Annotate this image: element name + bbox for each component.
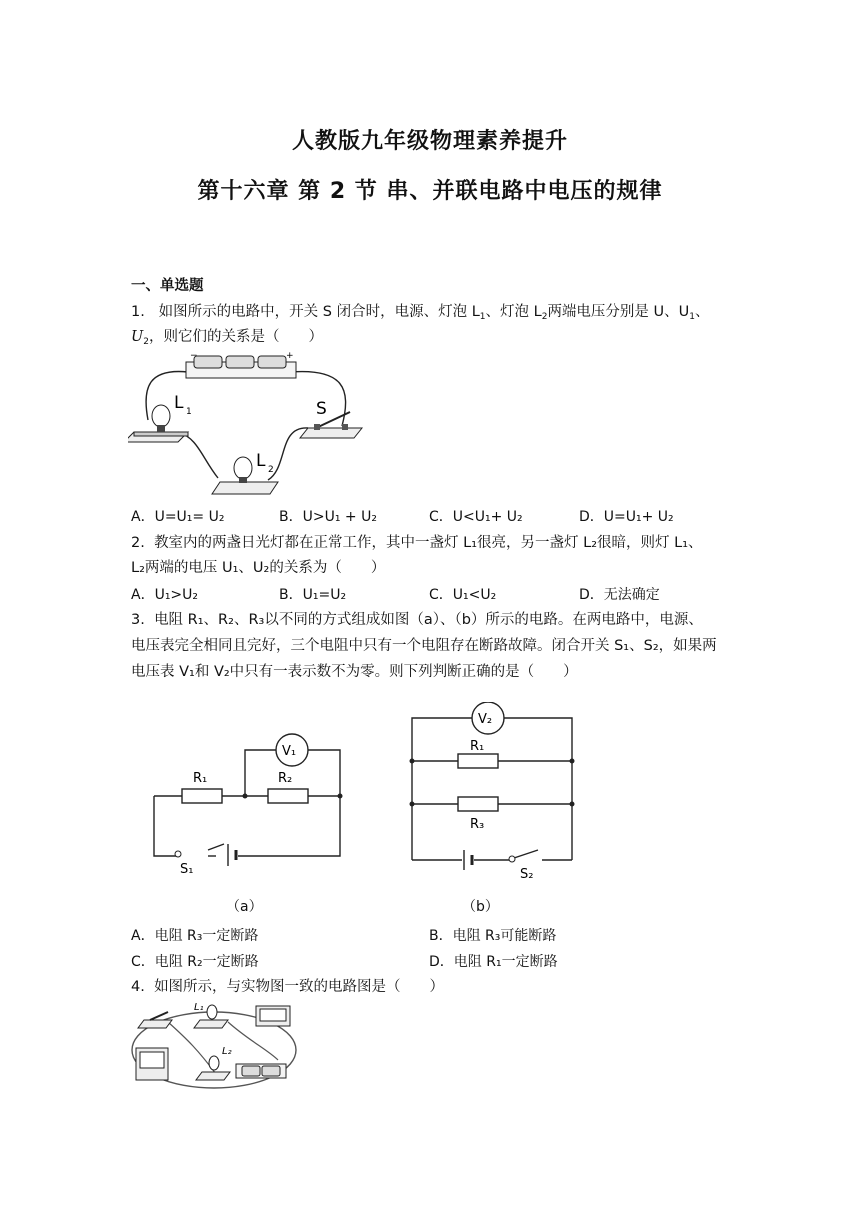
q1-option-d[interactable]: D．U=U₁+ U₂ — [579, 509, 674, 525]
fig-b-s2-label: S₂ — [520, 867, 534, 882]
q1-text-d: 、 — [695, 304, 710, 320]
q4-bulb-l1-icon — [207, 1005, 217, 1019]
l1-sub: 1 — [186, 407, 192, 417]
q4-l2-label: L₂ — [222, 1046, 232, 1057]
q1-text-b: 、灯泡 L — [485, 304, 542, 320]
q2-option-c[interactable]: C．U₁<U₂ — [429, 587, 497, 603]
q3-line3: 电压表 V₁和 V₂中只有一表示数不为零。则下列判断正确的是（ ） — [131, 664, 578, 680]
battery-plus-label: + — [286, 351, 294, 361]
q2-line1 — [131, 533, 703, 553]
q3-circuit-b — [404, 702, 580, 882]
q3-line1 — [131, 610, 703, 630]
fig-a-s1-label: S₁ — [180, 862, 194, 877]
fig-a-r2-label: R₂ — [278, 771, 293, 786]
q3-fig-b-caption: （b） — [462, 899, 499, 915]
q3-option-d[interactable]: D．电阻 R₁一定断路 — [429, 954, 558, 970]
r1-resistor-icon — [182, 789, 222, 803]
q3-fig-a-caption: （a） — [226, 899, 263, 915]
bulb-icon — [152, 405, 170, 427]
q3-option-c[interactable]: C．电阻 R₂一定断路 — [131, 954, 259, 970]
l2-sub: 2 — [268, 465, 274, 475]
page-subtitle: 第十六章 第 2 节 串、并联电路中电压的规律 — [197, 179, 663, 204]
q1-option-b[interactable]: B．U>U₁ + U₂ — [279, 509, 377, 525]
fig-b-r1-label: R₁ — [470, 739, 485, 754]
l1-label: L — [174, 393, 184, 413]
q4-bulb-l2-icon — [209, 1056, 219, 1070]
section-heading: 一、单选题 — [131, 278, 204, 294]
q4-circuit-figure — [128, 1000, 300, 1092]
battery-minus-label: − — [190, 351, 198, 361]
r2-resistor-icon — [268, 789, 308, 803]
bulb-icon-2 — [234, 457, 252, 479]
q4-switch-icon — [138, 1020, 172, 1028]
q2-option-d[interactable]: D．无法确定 — [579, 587, 660, 603]
q2-option-b[interactable]: B．U₁=U₂ — [279, 587, 347, 603]
q1-text-u: U — [131, 329, 144, 345]
switch-label: S — [316, 399, 327, 419]
q3-text-1: 电阻 R₁、R₂、R₃以不同的方式组成如图（a）、（b）所示的电路。在两电路中，电源、 — [154, 612, 703, 628]
b-r1-resistor-icon — [458, 754, 498, 768]
fig-a-r1-label: R₁ — [193, 771, 208, 786]
fig-b-v2-label: V₂ — [478, 712, 493, 727]
q1-line2: $U_2$，则它们的关系是（ ） — [131, 329, 323, 347]
q2-line2: L₂两端的电压 U₁、U₂的关系为（ ） — [131, 560, 386, 576]
s1-switch-icon — [175, 851, 181, 857]
q1-option-c[interactable]: C．U<U₁+ U₂ — [429, 509, 523, 525]
q1-text-e: ，则它们的关系是（ ） — [148, 329, 323, 345]
page-title: 人教版九年级物理素养提升 — [291, 129, 568, 154]
q1-text-c: 两端电压分别是 U、U — [547, 304, 690, 320]
q3-option-a[interactable]: A．电阻 R₃一定断路 — [131, 928, 259, 944]
q2-number: 2. — [131, 535, 145, 551]
fig-b-r3-label: R₃ — [470, 817, 485, 832]
r3-resistor-icon — [458, 797, 498, 811]
q1-line1: 1. 如图所示的电路中，开关 S 闭合时，电源、灯泡 $L_1$、灯泡 $L_2$两端电压分别是 U、$U_1$、 — [131, 304, 710, 322]
q4-line1 — [131, 977, 444, 997]
q3-circuit-a — [150, 730, 350, 880]
fig-a-v1-label: V₁ — [282, 744, 297, 759]
q1-text-a: 如图所示的电路中，开关 S 闭合时，电源、灯泡 L — [158, 304, 480, 320]
q1-number: 1. — [131, 304, 145, 320]
q1-circuit-figure — [128, 348, 368, 500]
q3-line2: 电压表完全相同且完好，三个电阻中只有一个电阻存在断路故障。闭合开关 S₁、S₂，如果两 — [131, 638, 717, 654]
q2-text-1: 教室内的两盏日光灯都在正常工作，其中一盏灯 L₁很亮，另一盏灯 L₂很暗，则灯 L₁、 — [154, 535, 703, 551]
q3-number: 3. — [131, 612, 145, 628]
q3-option-b[interactable]: B．电阻 R₃可能断路 — [429, 928, 557, 944]
q4-text-1: 如图所示，与实物图一致的电路图是（ ） — [154, 979, 445, 995]
q1-option-a[interactable]: A．U=U₁= U₂ — [131, 509, 225, 525]
q4-l1-label: L₁ — [194, 1002, 204, 1013]
l2-label: L — [256, 451, 266, 471]
q2-option-a[interactable]: A．U₁>U₂ — [131, 587, 199, 603]
q4-number: 4. — [131, 979, 145, 995]
s2-switch-icon — [509, 856, 515, 862]
